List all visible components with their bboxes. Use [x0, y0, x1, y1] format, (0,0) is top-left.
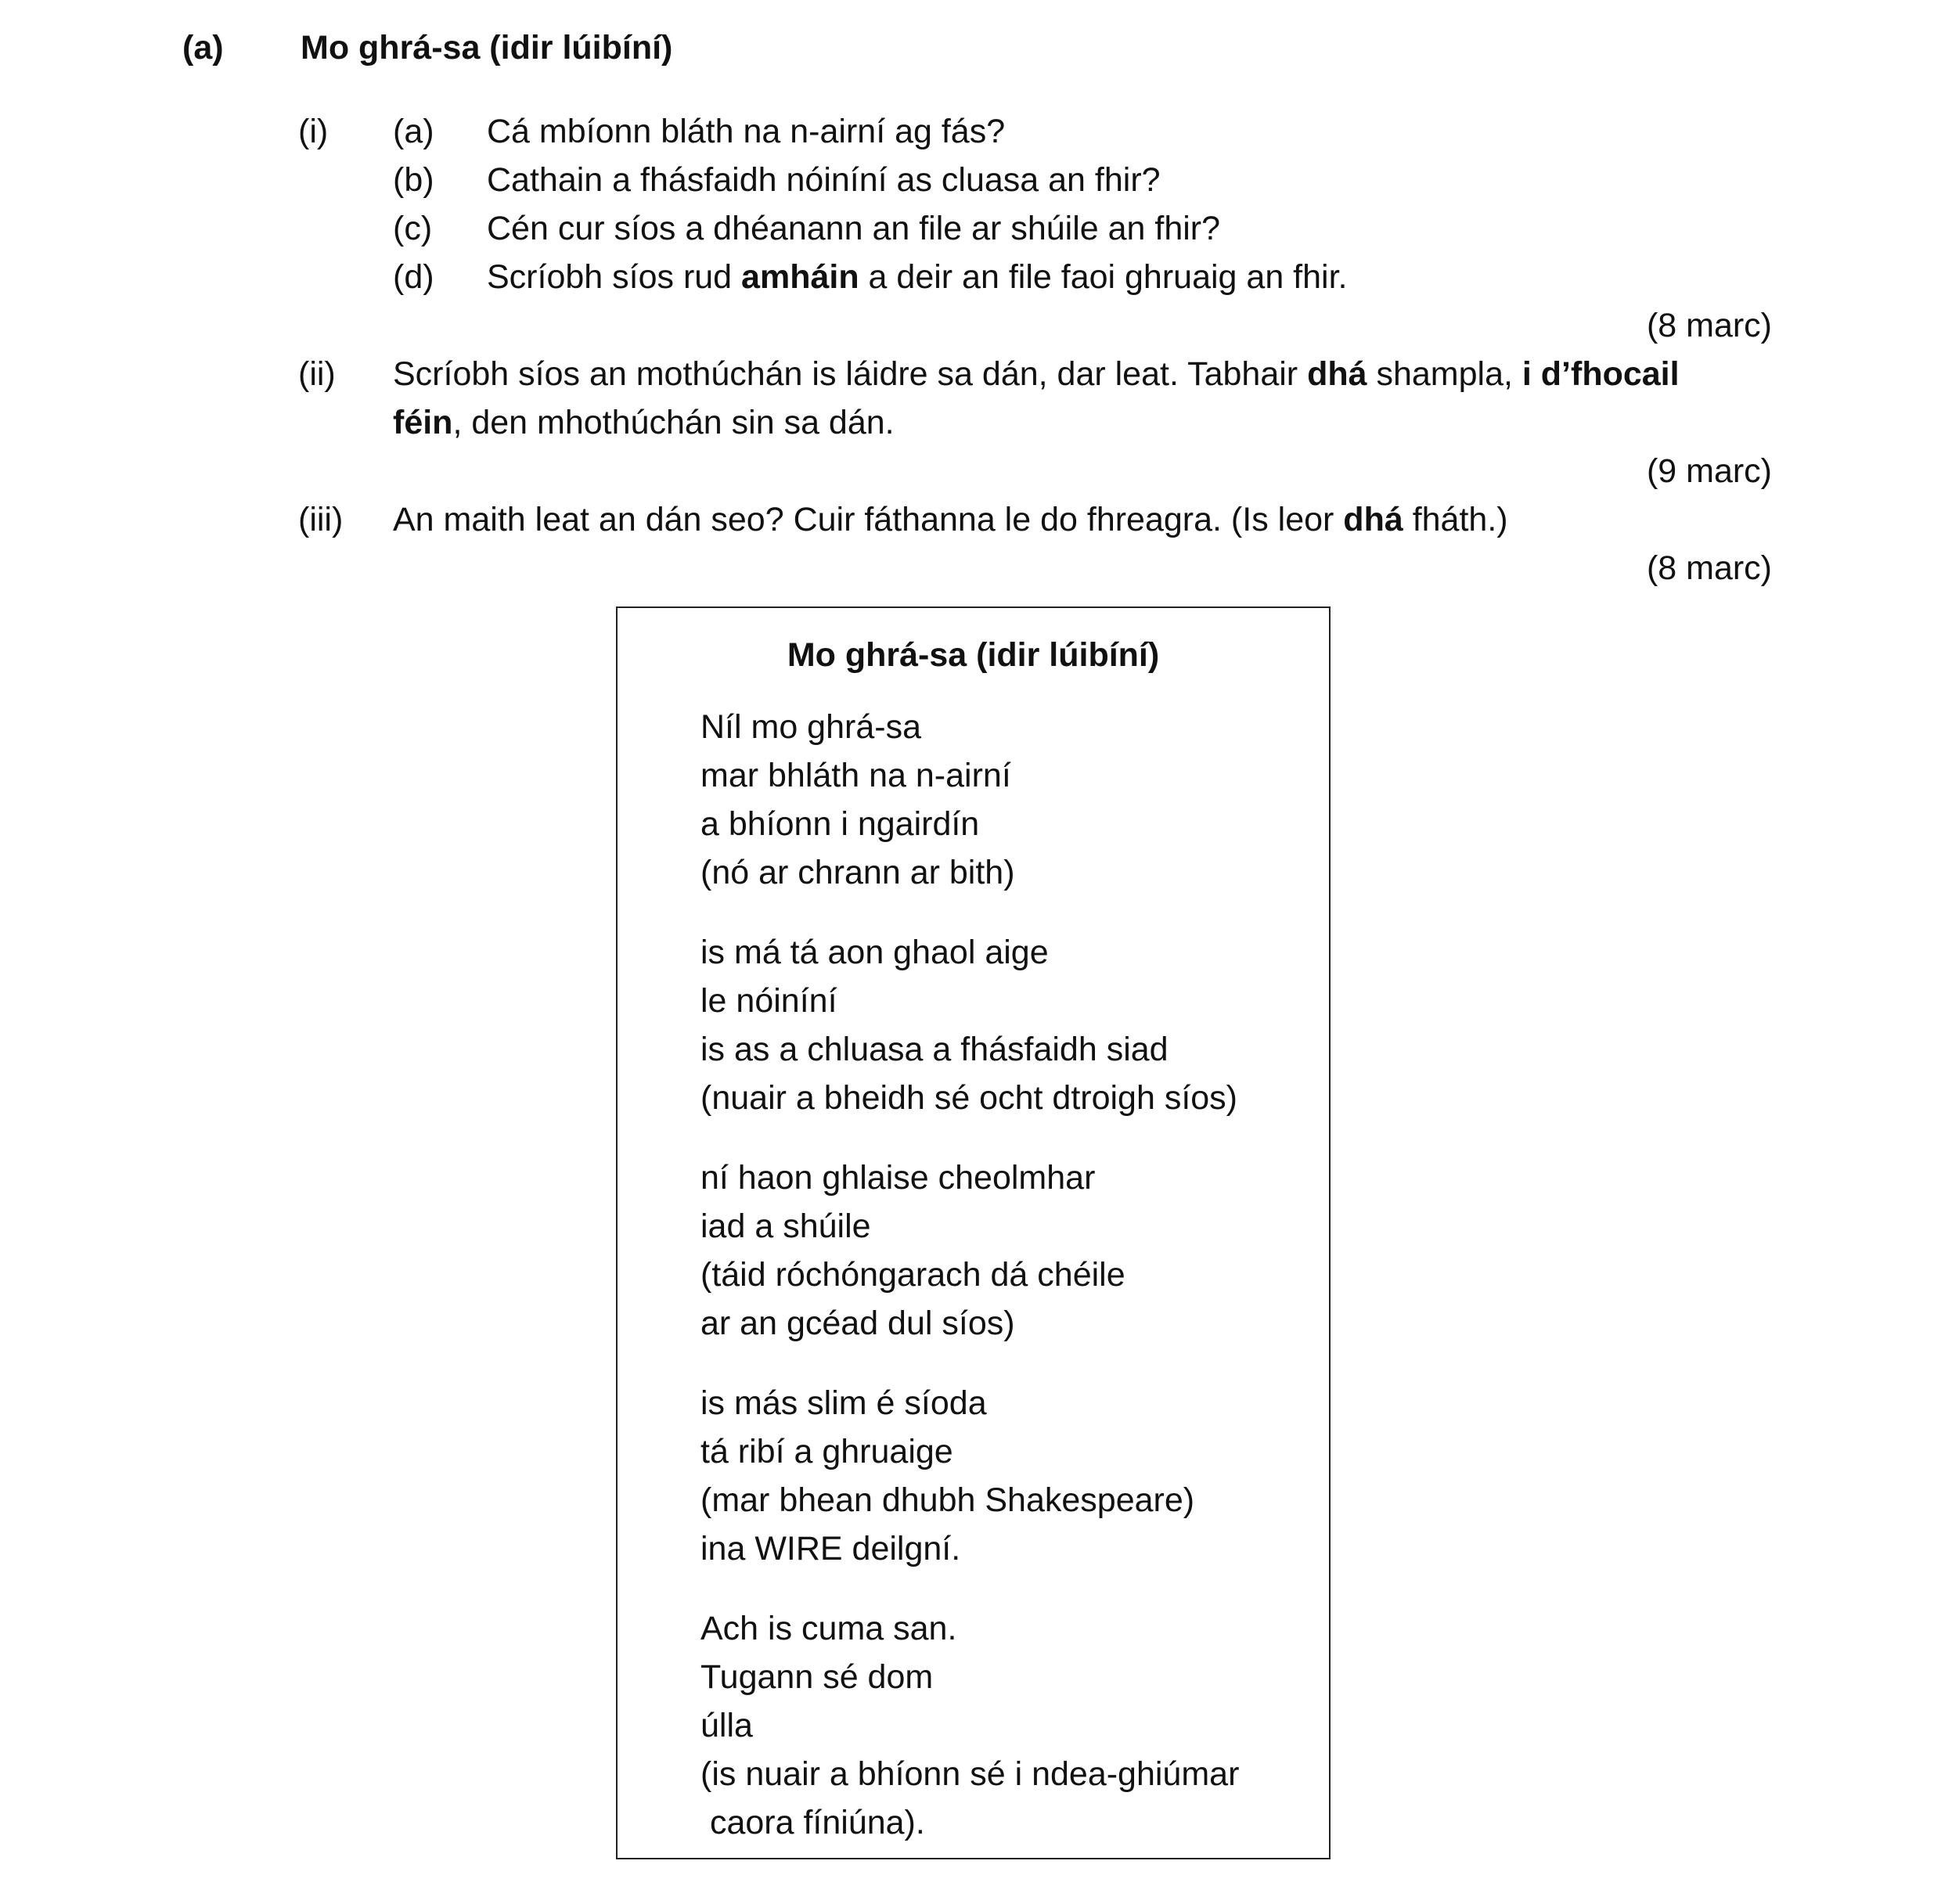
- question-ii-bold-3: féin: [393, 404, 453, 441]
- question-i-b-text: Cathain a fhásfaidh nóiníní as cluasa an fhir?: [487, 161, 1161, 199]
- question-i-a-text: Cá mbíonn bláth na n-airní ag fás?: [487, 113, 1006, 150]
- question-iii-number: (iii): [298, 501, 344, 538]
- poem-line: is má tá aon ghaol aige: [700, 934, 1049, 971]
- section-label: (a): [182, 29, 224, 67]
- poem-line: mar bhláth na n-airní: [700, 757, 1011, 794]
- question-i-marks: (8 marc): [1646, 307, 1772, 344]
- poem-line: (nuair a bheidh sé ocht dtroigh síos): [700, 1079, 1238, 1117]
- question-i-d-label: (d): [393, 258, 434, 296]
- question-iii-text: [393, 503, 1508, 537]
- question-i-number: (i): [298, 113, 329, 150]
- question-i-c-text: Cén cur síos a dhéanann an file ar shúile an fhir?: [487, 210, 1221, 247]
- poem-line: is más slim é síoda: [700, 1384, 987, 1422]
- poem-line: (mar bhean dhubh Shakespeare): [700, 1481, 1195, 1519]
- question-iii-text-c: fháth.): [1403, 501, 1508, 538]
- question-ii-text-1: Scríobh síos an mothúchán is láidre sa dán, dar leat. Tabhair: [393, 355, 1308, 393]
- poem-line: (táid róchóngarach dá chéile: [700, 1256, 1125, 1294]
- question-ii-line-1: [393, 355, 1680, 393]
- poem-line: Níl mo ghrá-sa: [700, 708, 921, 746]
- poem-line: is as a chluasa a fhásfaidh siad: [700, 1031, 1169, 1068]
- poem-line: tá ribí a ghruaige: [700, 1433, 953, 1470]
- poem-line: (is nuair a bhíonn sé i ndea-ghiúmar: [700, 1755, 1240, 1793]
- question-i-d-text-after: a deir an file faoi ghruaig an fhir.: [859, 258, 1348, 296]
- question-iii-marks: (8 marc): [1646, 549, 1772, 587]
- question-iii-text-a: An maith leat an dán seo? Cuir fáthanna le do fhreagra. (Is leor: [393, 501, 1344, 538]
- poem-line: Ach is cuma san.: [700, 1610, 957, 1647]
- poem-line: úlla: [700, 1707, 753, 1744]
- question-ii-number: (ii): [298, 355, 336, 393]
- poem-line: caora fíniúna).: [700, 1804, 925, 1841]
- question-ii-line-2: [393, 406, 895, 440]
- poem-line: Tugann sé dom: [700, 1658, 934, 1696]
- poem-line: iad a shúile: [700, 1208, 871, 1245]
- section-title: Mo ghrá-sa (idir lúibíní): [301, 29, 673, 67]
- question-i-d-text: [487, 258, 1348, 296]
- question-i-d-text-bold: amháin: [741, 258, 859, 296]
- question-ii-text-2: shampla,: [1367, 355, 1522, 393]
- poem-line: ina WIRE deilgní.: [700, 1530, 961, 1567]
- question-ii-marks: (9 marc): [1646, 452, 1772, 490]
- question-ii-text-3: , den mhothúchán sin sa dán.: [452, 404, 895, 441]
- question-i-b-label: (b): [393, 161, 434, 199]
- question-i-a-label: (a): [393, 113, 434, 150]
- question-ii-bold-1: dhá: [1307, 355, 1367, 393]
- poem-title: Mo ghrá-sa (idir lúibíní): [787, 636, 1160, 674]
- question-ii-bold-2: i d’fhocail: [1521, 355, 1680, 393]
- question-i-d-text-before: Scríobh síos rud: [487, 258, 742, 296]
- poem-line: ar an gcéad dul síos): [700, 1305, 1015, 1342]
- question-iii-bold: dhá: [1343, 501, 1403, 538]
- poem-line: a bhíonn i ngairdín: [700, 805, 980, 843]
- poem-line: (nó ar chrann ar bith): [700, 854, 1015, 891]
- poem-line: le nóiníní: [700, 982, 837, 1020]
- poem-box: [616, 606, 1331, 1859]
- question-i-c-label: (c): [393, 210, 433, 247]
- poem-line: ní haon ghlaise cheolmhar: [700, 1159, 1096, 1197]
